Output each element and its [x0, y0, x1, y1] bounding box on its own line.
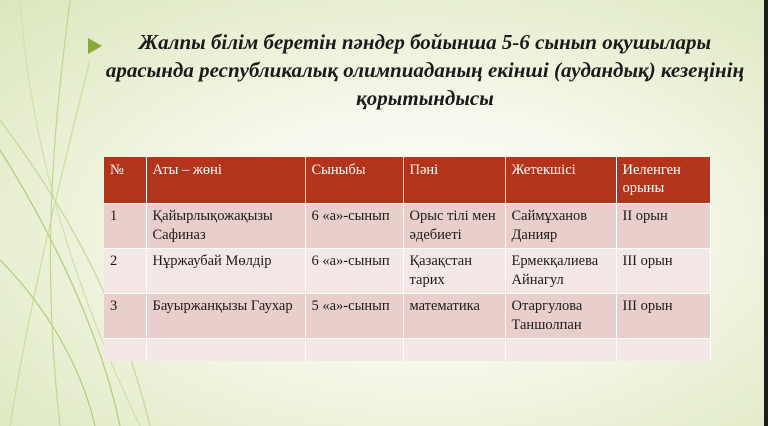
cell-subject: Қазақстан тарих — [403, 249, 505, 294]
cell-empty — [403, 339, 505, 362]
cell-empty — [305, 339, 403, 362]
header-supervisor: Жетекшісі — [505, 157, 616, 204]
cell-subject: Орыс тілі мен әдебиеті — [403, 204, 505, 249]
cell-number: 1 — [104, 204, 146, 249]
cell-empty — [104, 339, 146, 362]
header-name: Аты – жөні — [146, 157, 305, 204]
cell-number: 3 — [104, 294, 146, 339]
table-header-row — [104, 157, 710, 204]
header-place: Иеленген орыны — [616, 157, 710, 204]
cell-place: ІІ орын — [616, 204, 710, 249]
cell-name: Нұржаубай Мөлдір — [146, 249, 305, 294]
cell-grade: 5 «а»-сынып — [305, 294, 403, 339]
table-row-empty — [104, 339, 710, 362]
cell-name: Бауыржанқызы Гаухар — [146, 294, 305, 339]
cell-grade: 6 «а»-сынып — [305, 204, 403, 249]
cell-number: 2 — [104, 249, 146, 294]
cell-place: ІІІ орын — [616, 249, 710, 294]
cell-subject: математика — [403, 294, 505, 339]
cell-supervisor: Саймұханов Данияр — [505, 204, 616, 249]
cell-grade: 6 «а»-сынып — [305, 249, 403, 294]
header-subject: Пәні — [403, 157, 505, 204]
cell-empty — [505, 339, 616, 362]
cell-name: Қайырлықожақызы Сафиназ — [146, 204, 305, 249]
cell-supervisor: Ермекқалиева Айнагул — [505, 249, 616, 294]
slide-title: Жалпы білім беретін пәндер бойынша 5-6 сынып оқушылары арасында республикалық олимпиаданың екінші (аудандық) кезеңінің қорытындысы — [105, 30, 745, 110]
table-row — [104, 249, 710, 294]
header-number: № — [104, 157, 146, 204]
header-grade: Сыныбы — [305, 157, 403, 204]
cell-empty — [146, 339, 305, 362]
cell-place: ІІІ орын — [616, 294, 710, 339]
results-table — [104, 157, 711, 361]
cell-supervisor: Отаргулова Таншолпан — [505, 294, 616, 339]
table-row — [104, 204, 710, 249]
cell-empty — [616, 339, 710, 362]
table-row — [104, 294, 710, 339]
